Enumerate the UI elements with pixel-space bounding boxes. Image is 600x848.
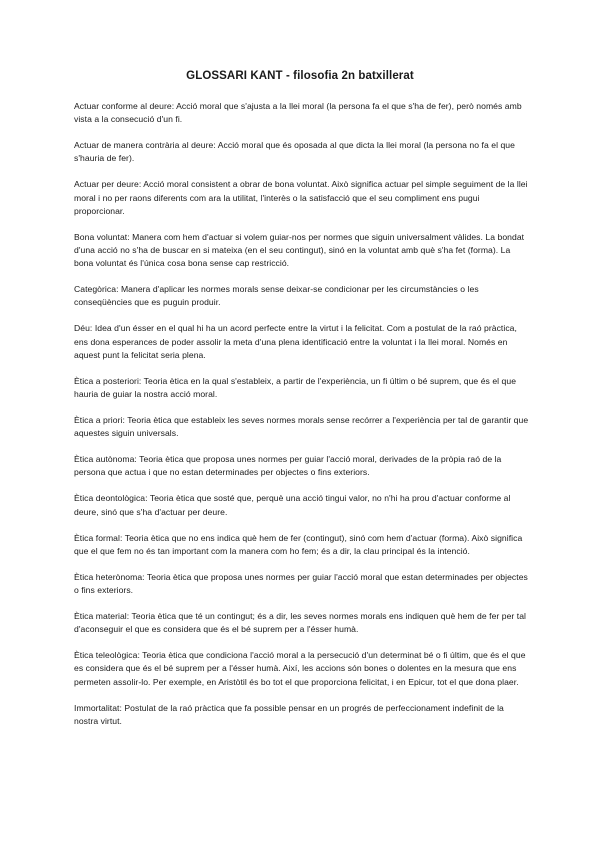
glossary-entry: Déu: Idea d'un ésser en el qual hi ha un acord perfecte entre la virtut i la felicitat. Com a postulat de la raó pràctica, ens dona esperances de poder assolir la meta d'una plena identificació entre la voluntat i la llei moral. Només en aquest punt la felicitat seria plena.: [74, 323, 517, 360]
glossary-entry: Bona voluntat: Manera com hem d'actuar si volem guiar-nos per normes que siguin universalment vàlides. La bondat d'una acció no s'ha de buscar en si mateixa (en el seu contingut), sinó en la voluntat amb què s'ha fet (forma). La bona voluntat és l'única cosa bona sense cap restricció.: [74, 231, 525, 269]
glossary-definition: Acció moral que s'ajusta a la llei moral (la persona fa el que s'ha de fer), però només amb vista a la consecució d'un fi.: [74, 101, 522, 125]
glossary-entry: Ètica teleològica: Teoria ètica que condiciona l'acció moral a la persecució d'un determinat bé o fi últim, que és el que es considera que és el bé suprem per a l'ésser humà. Així, les accions són bones o dolentes en la mesura que ens permeten assolir-lo. Per exemple, en Aristòtil és bo tot el que proporciona felicitat, i en Epicur, tot el que dona plaer.: [74, 650, 526, 687]
glossary-entry: Ètica deontològica: Teoria ètica que sosté que, perquè una acció tingui valor, no n'hi ha prou d'actuar conforme al deure, sinó que s'ha d'actuar per deure.: [74, 493, 511, 517]
glossary-entry: Ètica formal: Teoria ètica que no ens indica què hem de fer (contingut), sinó com hem d'actuar (forma). Això significa que el que fem no és tan important com la manera com ho fem; és a dir, la clau principal és la intenció.: [74, 532, 523, 556]
glossary-entry: Immortalitat: Postulat de la raó pràctica que fa possible pensar en un progrés de perfeccionament indefinit de la nostra virtut.: [74, 702, 504, 726]
glossary-entry: Actuar de manera contrària al deure: Acció moral que és oposada al que dicta la llei moral (la persona no fa el que s'hauria de fer).: [74, 140, 515, 164]
glossary-definition: Teoria ètica que proposa unes normes per guiar l'acció moral que estan determinades per objectes o fins exteriors.: [74, 571, 528, 596]
glossary-definition: Manera com hem d'actuar si volem guiar-nos per normes que siguin universalment vàlides. La bondat d'una acció no s'ha de buscar en si mateixa (en el seu contingut), sinó en la voluntat amb què s'ha fet (forma). La bona voluntat és l'única cosa bona sense cap restricció.: [74, 231, 525, 269]
glossary-term: Ètica material: [74, 611, 127, 622]
glossary-definition: Teoria ètica en la qual s'estableix, a partir de l'experiència, un fi últim o bé suprem, que és el que hauria de guiar la nostra acció moral.: [74, 375, 517, 400]
glossary-list: [74, 100, 530, 741]
glossary-definition: Teoria ètica que té un contingut; és a dir, les seves normes morals ens indiquen què hem de fer per tal d'aconseguir el que es considera que és el bé suprem per a l'ésser humà.: [74, 611, 526, 635]
glossary-term: Bona voluntat: [74, 231, 128, 242]
glossary-term: Actuar de manera contrària al deure: [74, 140, 214, 151]
glossary-term: Ètica a priori: [74, 415, 123, 426]
glossary-term: Ètica deontològica: [74, 493, 146, 504]
glossary-definition: Acció moral que és oposada al que dicta la llei moral (la persona no fa el que s'hauria de fer).: [74, 140, 515, 164]
glossary-definition: Teoria ètica que condiciona l'acció moral a la persecució d'un determinat bé o fi últim, que és el que es considera que és el bé suprem per a l'ésser humà. Així, les accions són bones o dolentes en la mesura que ens permeten assolir-lo. Per exemple, en Aristòtil és bo tot el que proporciona felicitat, i en Epicur, tot el que dona plaer.: [74, 650, 526, 687]
glossary-entry: Ètica autònoma: Teoria ètica que proposa unes normes per guiar l'acció moral, derivades de la pròpia raó de la persona que actua i que no estan determinades per objectes o fins exteriors.: [74, 454, 502, 478]
glossary-entry: Ètica a posteriori: Teoria ètica en la qual s'estableix, a partir de l'experiència, un fi últim o bé suprem, que és el que hauria de guiar la nostra acció moral.: [74, 375, 517, 400]
glossary-entry: Actuar per deure: Acció moral consistent a obrar de bona voluntat. Això significa actuar pel simple seguiment de la llei moral i no per raons diferents com ara la utilitat, l'interès o la satisfacció que el seu compliment ens pugui proporcionar.: [74, 179, 528, 216]
glossary-definition: Teoria ètica que estableix les seves normes morals sense recórrer a l'experiència per tal de garantir que aquestes siguin universals.: [74, 415, 529, 439]
glossary-entry: Ètica a priori: Teoria ètica que estableix les seves normes morals sense recórrer a l'experiència per tal de garantir que aquestes siguin universals.: [74, 415, 529, 439]
glossary-definition: Acció moral consistent a obrar de bona voluntat. Això significa actuar pel simple seguiment de la llei moral i no per raons diferents com ara la utilitat, l'interès o la satisfacció que el seu compliment ens pugui proporcionar.: [74, 179, 528, 216]
glossary-term: Déu: [74, 323, 90, 334]
glossary-term: Ètica a posteriori: [74, 375, 139, 386]
glossary-definition: Idea d'un ésser en el qual hi ha un acord perfecte entre la virtut i la felicitat. Com a postulat de la raó pràctica, ens dona esperances de poder assolir la meta d'una plena identificació entre la voluntat i la llei moral. Només en aquest punt la felicitat seria plena.: [74, 323, 517, 360]
glossary-term: Ètica formal: [74, 532, 120, 543]
glossary-definition: Teoria ètica que no ens indica què hem de fer (contingut), sinó com hem d'actuar (forma). Això significa que el que fem no és tan important com la manera com ho fem; és a dir, la clau principal és la intenció.: [74, 532, 523, 556]
glossary-definition: Manera d'aplicar les normes morals sense deixar-se condicionar per les circumstàncies o les conseqüències que es puguin produir.: [74, 284, 479, 308]
glossary-definition: Teoria ètica que sosté que, perquè una acció tingui valor, no n'hi ha prou d'actuar conforme al deure, sinó que s'ha d'actuar per deure.: [74, 493, 511, 517]
glossary-term: Actuar conforme al deure: [74, 101, 172, 111]
glossary-entry: Actuar conforme al deure: Acció moral que s'ajusta a la llei moral (la persona fa el que s'ha de fer), però només amb vista a la consecució d'un fi.: [74, 101, 522, 125]
glossary-term: Immortalitat: [74, 702, 120, 713]
glossary-entry: Categòrica: Manera d'aplicar les normes morals sense deixar-se condicionar per les circumstàncies o les conseqüències que es puguin produir.: [74, 284, 479, 308]
glossary-term: Actuar per deure: [74, 179, 139, 190]
glossary-definition: Teoria ètica que proposa unes normes per guiar l'acció moral, derivades de la pròpia raó de la persona que actua i que no estan determinades per objectes o fins exteriors.: [74, 454, 502, 478]
glossary-definition: Postulat de la raó pràctica que fa possible pensar en un progrés de perfeccionament indefinit de la nostra virtut.: [74, 702, 504, 726]
document-title: GLOSSARI KANT - filosofia 2n batxillerat: [186, 70, 414, 82]
glossary-term: Ètica autònoma: [74, 454, 135, 465]
glossary-term: Categòrica: [74, 284, 117, 295]
glossary-entry: Ètica material: Teoria ètica que té un contingut; és a dir, les seves normes morals ens indiquen què hem de fer per tal d'aconseguir el que es considera que és el bé suprem per a l'ésser humà.: [74, 611, 526, 635]
glossary-entry: Ètica heterònoma: Teoria ètica que proposa unes normes per guiar l'acció moral que estan determinades per objectes o fins exteriors.: [74, 571, 528, 596]
glossary-term: Ètica heterònoma: [74, 571, 143, 582]
glossary-term: Ètica teleològica: [74, 650, 138, 661]
